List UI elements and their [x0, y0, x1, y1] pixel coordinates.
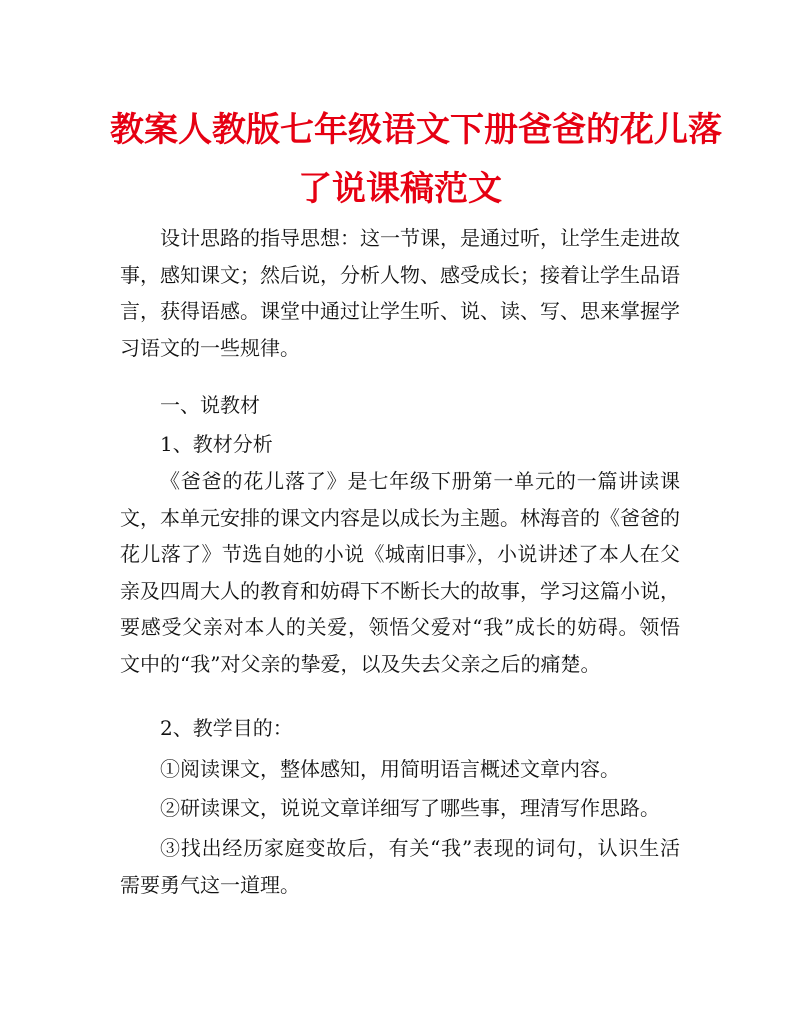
analysis-paragraph: 《爸爸的花儿落了》是七年级下册第一单元的一篇讲读课文，本单元安排的课文内容是以成长为主题。林海音的《爸爸的花儿落了》节选自她的小说《城南旧事》，小说讲述了本人在父亲及四周大人的教育和妨碍下不断长大的故事，学习这篇小说，要感受父亲对本人的关爱，领悟父爱对“我”成长的妨碍。领悟文中的“我”对父亲的挚爱，以及失去父亲之后的痛楚。 [120, 469, 680, 676]
intro-paragraph-block [120, 220, 680, 366]
subsection-heading-analysis: 1、教材分析 [160, 432, 273, 456]
subsection-heading-analysis-block [120, 426, 680, 463]
document-title-line-2: 了说课稿范文 [298, 169, 502, 209]
goal-item-1-block [120, 751, 680, 788]
goal-item-3-block [120, 830, 680, 903]
goal-item-2-block [120, 790, 680, 827]
subsection-heading-goals: 2、教学目的： [160, 716, 293, 740]
document-title-line-1: 教案人教版七年级语文下册爸爸的花儿落 [110, 110, 722, 150]
goal-item-3: ③找出经历家庭变故后，有关“我”表现的词句，认识生活需要勇气这一道理。 [120, 836, 680, 897]
section-heading: 一、说教材 [160, 393, 260, 417]
goal-item-2: ②研读课文，说说文章详细写了哪些事，理清写作思路。 [160, 796, 660, 820]
intro-paragraph: 设计思路的指导思想：这一节课，是通过听，让学生走进故事，感知课文；然后说，分析人物、感受成长；接着让学生品语言，获得语感。课堂中通过让学生听、说、读、写、思来掌握学习语文的一些规律。 [120, 226, 680, 360]
goal-item-1: ①阅读课文，整体感知，用简明语言概述文章内容。 [160, 757, 620, 781]
section-heading-block [120, 387, 680, 424]
subsection-heading-goals-block [120, 710, 680, 747]
analysis-paragraph-block [120, 463, 680, 682]
